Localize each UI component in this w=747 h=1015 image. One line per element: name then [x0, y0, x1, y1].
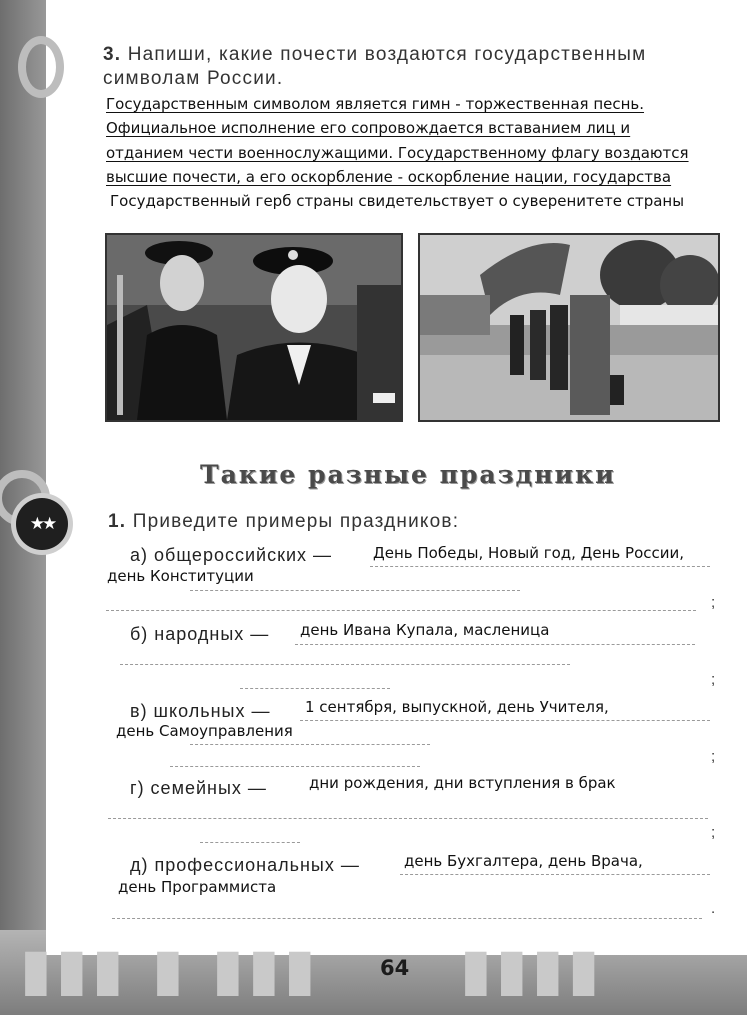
answer3-line5: Государственный герб страны свидетельствует о суверенитете страны: [110, 192, 685, 210]
item-g-answer1: дни рождения, дни вступления в брак: [309, 774, 616, 792]
task1-heading: [108, 511, 459, 533]
task1-number: 1.: [108, 511, 127, 532]
parade-photo: [418, 233, 720, 422]
answer3-line1: Государственным символом является гимн - торжественная песнь.: [106, 95, 645, 113]
item-b-answer1: день Ивана Купала, масленица: [300, 621, 550, 639]
item-v-line2: [190, 744, 430, 745]
background-watermark-right: ▮▮▮▮: [460, 935, 604, 1003]
item-v-line3: [170, 766, 420, 767]
item-d-label: д) профессиональных —: [130, 855, 360, 875]
decorative-ring-top: [18, 36, 64, 98]
item-a-answer2: день Конституции: [107, 567, 254, 585]
item-g-line2: [200, 842, 300, 843]
item-v-answer1: 1 сентября, выпускной, день Учителя,: [305, 698, 609, 716]
answer3-line4: высшие почести, а его оскорбление - оскорбление нации, государства: [106, 168, 672, 186]
item-g-semicolon: ;: [711, 824, 716, 841]
item-b-line1: [295, 644, 695, 645]
item-b-line3: [240, 688, 390, 689]
item-a-line1: [370, 566, 710, 567]
answer3-line2: Официальное исполнение его сопровождается вставанием лиц и: [106, 119, 631, 137]
item-v-label: в) школьных —: [130, 701, 271, 721]
item-d-period: .: [711, 900, 716, 917]
item-v-semicolon: ;: [711, 748, 716, 765]
item-d-answer2: день Программиста: [118, 878, 277, 896]
item-b-line2: [120, 664, 570, 665]
item-g-label: г) семейных —: [130, 778, 267, 798]
item-d-answer1: день Бухгалтера, день Врача,: [404, 852, 643, 870]
task3-text-line1: Напиши, какие почести воздаются государственным: [127, 44, 647, 65]
sailors-photo: [105, 233, 403, 422]
item-a-semicolon: ;: [711, 594, 716, 611]
task3-heading-line2: символам России.: [103, 68, 284, 89]
item-d-line1: [400, 874, 710, 875]
item-v-answer2: день Самоуправления: [116, 722, 293, 740]
item-b-label: б) народных —: [130, 624, 270, 644]
item-a-line2: [190, 590, 520, 591]
item-a-label: а) общероссийских —: [130, 545, 333, 565]
section-title: Такие разные праздники: [200, 460, 616, 489]
item-d-line2: [112, 918, 702, 919]
page-number: 64: [380, 956, 410, 980]
item-g-line1: [108, 818, 708, 819]
item-a-line3: [106, 610, 696, 611]
background-watermark: ▮▮▮ ▮ ▮▮▮: [20, 935, 320, 1003]
task3-heading-line1: [103, 44, 646, 66]
task1-text: Приведите примеры праздников:: [132, 511, 460, 532]
stars-badge-icon: ★★: [16, 498, 68, 550]
item-a-answer1: День Победы, Новый год, День России,: [373, 544, 685, 562]
answer3-line3: отданием чести военнослужащими. Государственному флагу воздаются: [106, 144, 689, 162]
item-v-line1: [300, 720, 710, 721]
item-b-semicolon: ;: [711, 671, 716, 688]
task3-number: 3.: [103, 44, 122, 65]
